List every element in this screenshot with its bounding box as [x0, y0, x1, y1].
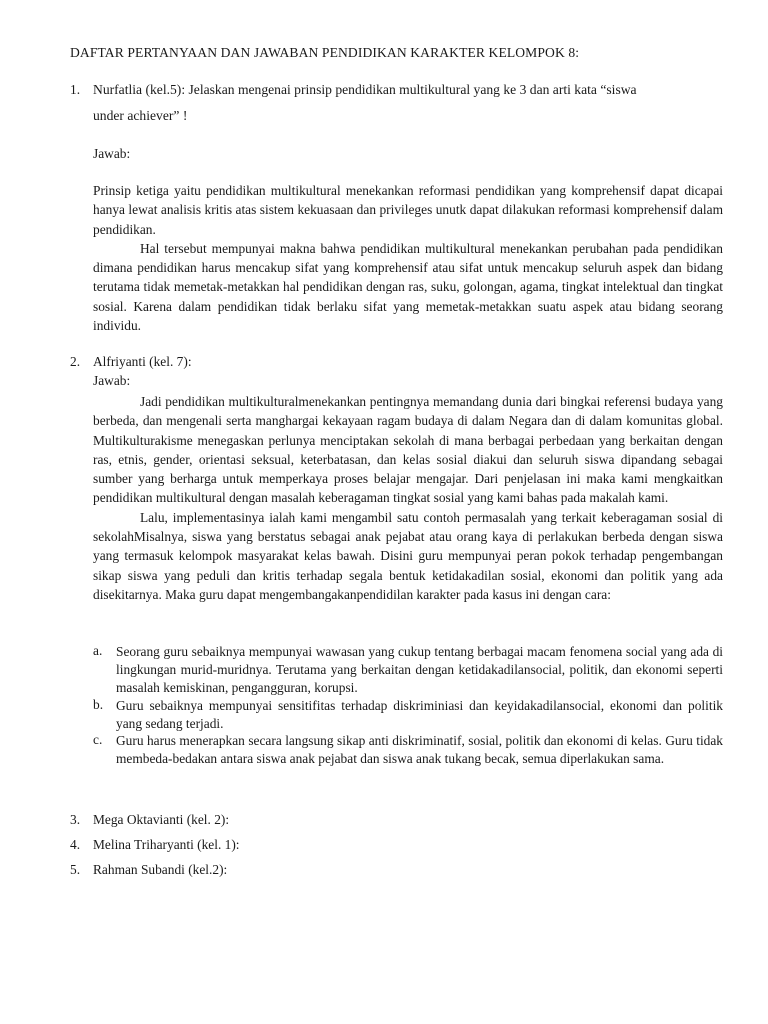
answer-label: Jawab:	[93, 146, 131, 161]
document-title: DAFTAR PERTANYAAN DAN JAWABAN PENDIDIKAN KARAKTER KELOMPOK 8:	[70, 45, 580, 60]
answer-body	[93, 181, 723, 335]
list-item	[93, 697, 723, 733]
list-item-letter: c.	[93, 732, 103, 747]
item-number: 5.	[70, 862, 81, 877]
list-item	[93, 643, 723, 696]
question-text-continued: under achiever” !	[93, 108, 188, 123]
question-text: Nurfatlia (kel.5): Jelaskan mengenai prinsip pendidikan multikultural yang ke 3 dan arti kata “siswa	[93, 82, 637, 97]
list-item-text: Guru harus menerapkan secara langsung sikap anti diskriminatif, sosial, politik dan ekonomi di kelas. Guru tidak membeda-bedakan antara siswa anak pejabat dan siswa anak tukang becak, semua diperlakukan sama.	[116, 733, 723, 766]
question-text: Mega Oktavianti (kel. 2):	[93, 812, 230, 827]
question-text: Rahman Subandi (kel.2):	[93, 862, 228, 877]
item-number: 4.	[70, 837, 81, 852]
list-item-text: Seorang guru sebaiknya mempunyai wawasan yang cukup tentang berbagai macam fenomena social yang ada di lingkungan murid-muridnya. Terutama yang berkaitan dengan ketidakadilansocial, politik, dan ekonomi seperti masalah kemiskinan, pengangguran, korupsi.	[116, 644, 723, 695]
question-text: Alfriyanti (kel. 7):	[93, 354, 192, 369]
list-item-letter: a.	[93, 643, 103, 658]
answer-paragraph: Jadi pendidikan multikulturalmenekankan pentingnya memandang dunia dari bingkai referensi budaya yang berbeda, dan mengenali serta manghargai kekayaan ragam budaya di dalam Negara dan di dalam komunitas global. Multikulturakisme menegaskan perlunya menciptakan sekolah di mana berbagai perbedaan yang berkaitan dengan ras, etnis, gender, orientasi seksual, keterbatasan, dan kelas sosial diakui dan seluruh siswa dipandang sebagai sumber yang berharga untuk memperkaya proses belajar mengajar. Dari penjelasan ini maka kami mengkaitkan pendidikan multikultural dengan masalah keberagaman tingkat sosial yang kami bahas pada makalah kami.	[93, 394, 723, 506]
item-number: 3.	[70, 812, 81, 827]
answer-label: Jawab:	[93, 373, 131, 388]
answer-paragraph: Hal tersebut mempunyai makna bahwa pendidikan multikultural menekankan perubahan pada pendidikan dimana pendidikan harus mencakup sifat yang komprehensif atau sifat untuk mencakup seluruh aspek dan bidang terutama tidak memetak-metakkan hal pendidikan dengan ras, suku, golongan, agama, tingkat intelektual dan tingkat sosial. Karena dalam pendidikan tidak berlaku sifat yang memetak-metakkan suatu aspek atau bidang seorang individu.	[93, 240, 723, 334]
answer-body	[93, 392, 723, 604]
item-number: 2.	[70, 354, 81, 369]
item-number: 1.	[70, 82, 81, 97]
answer-paragraph: Prinsip ketiga yaitu pendidikan multikultural menekankan reformasi pendidikan yang komprehensif dapat dicapai hanya lewat analisis kritis atas sistem kekuasaan dan privileges unutk dapat dilakukan reformasi komprehensif dalam pendidikan.	[93, 183, 723, 237]
list-item	[93, 732, 723, 768]
list-item-text: Guru sebaiknya mempunyai sensitifitas terhadap diskriminiasi dan keyidakadilansocial, ekonomi dan politik yang sedang terjadi.	[116, 698, 723, 731]
list-item-letter: b.	[93, 697, 104, 712]
question-text: Melina Triharyanti (kel. 1):	[93, 837, 240, 852]
answer-paragraph: Lalu, implementasinya ialah kami mengambil satu contoh permasalah yang terkait keberagaman sosial di sekolahMisalnya, siswa yang berstatus sebagai anak pejabat atau orang kaya di perlakukan berbeda dengan siswa yang termasuk kelompok masyarakat kelas bawah. Disini guru mempunyai peran pokok terhadap pengembangan sikap siswa yang peduli dan kritis terhadap segala bentuk ketidakadilan sosial, ekonomi dan politik yang ada disekitarnya. Maka guru dapat mengembangakanpendidilan karakter pada kasus ini dengan cara:	[93, 509, 723, 602]
